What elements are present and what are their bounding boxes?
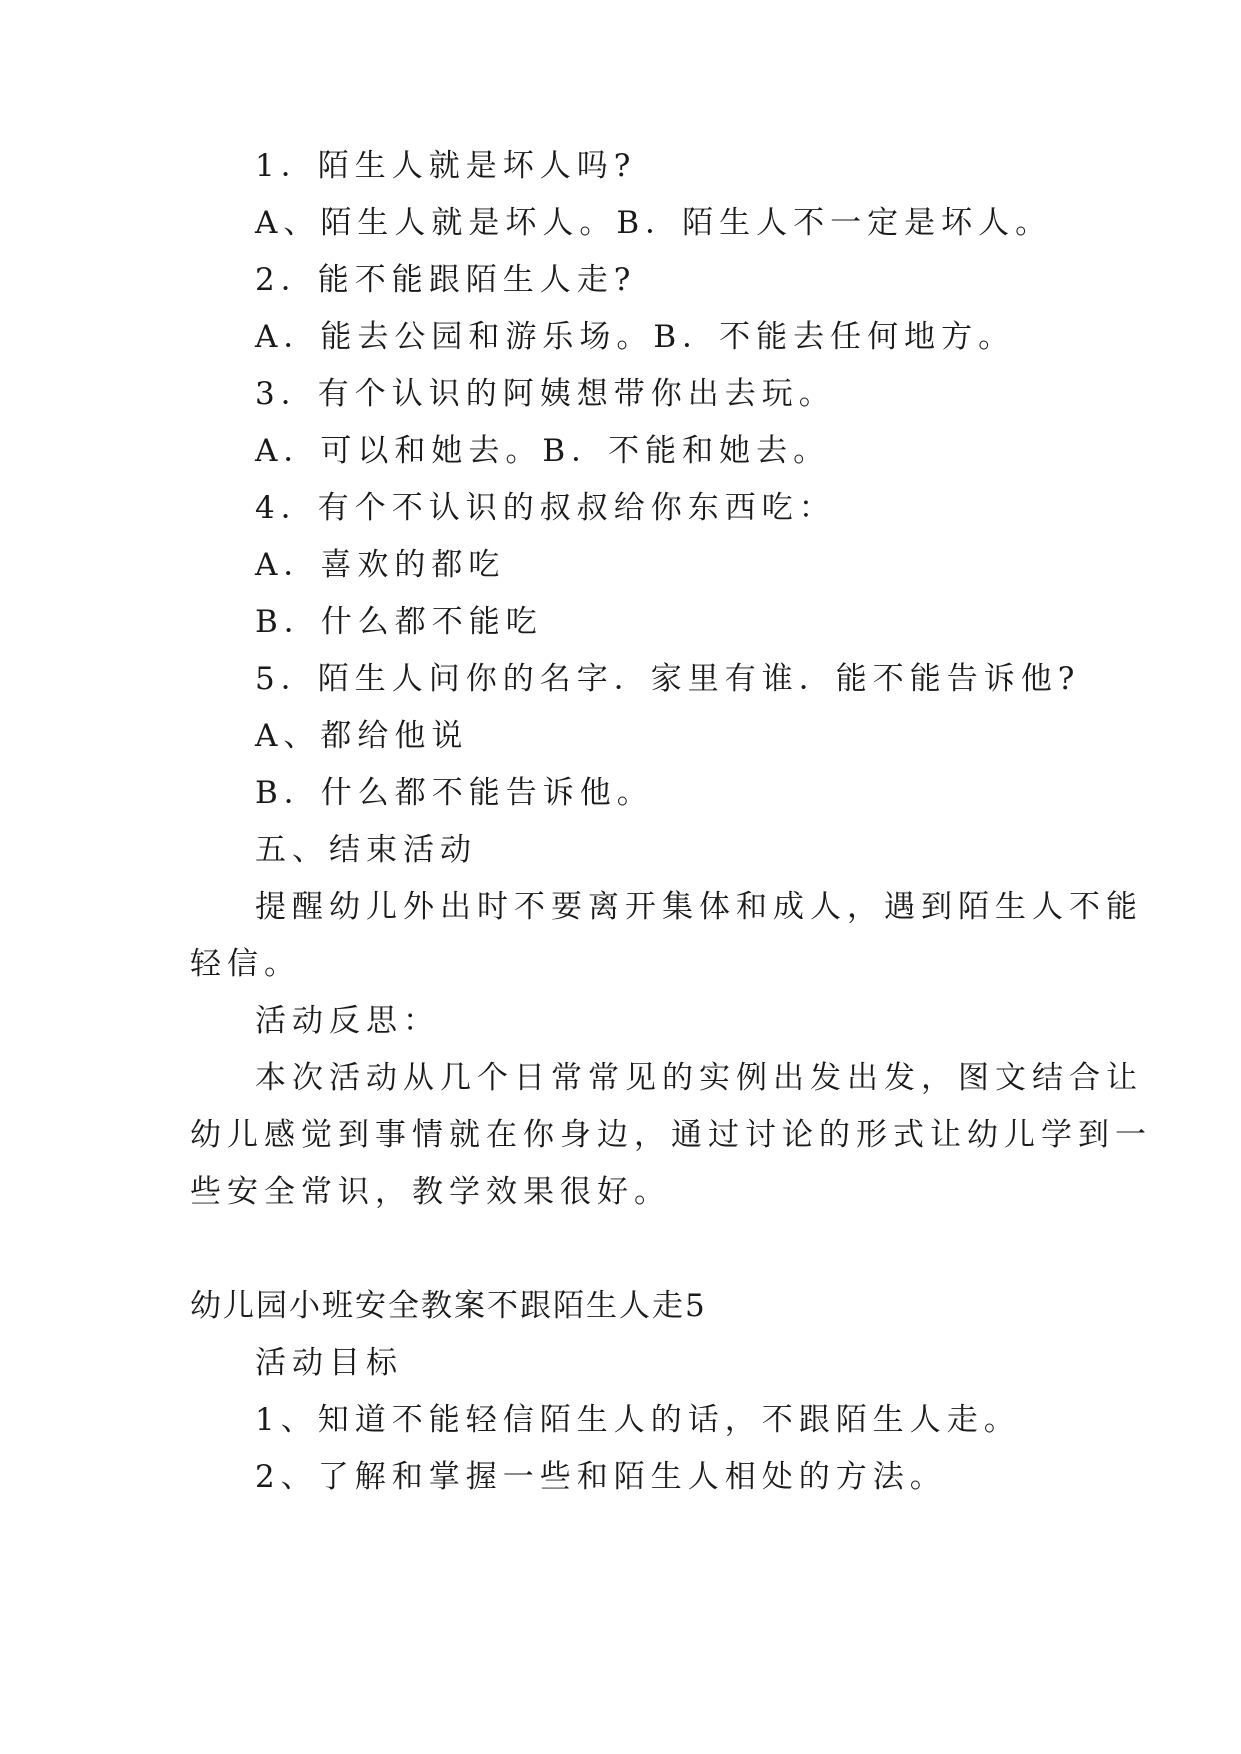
paragraph-reflection-line-3: 些安全常识，教学效果很好。 (190, 1174, 671, 1210)
question-5: 5．陌生人问你的名字．家里有谁．能不能告诉他? (255, 661, 1081, 697)
heading-activity-goals: 活动目标 (255, 1345, 403, 1381)
heading-reflection: 活动反思： (255, 1003, 440, 1039)
section-heading-end-activity: 五、结束活动 (255, 832, 477, 868)
paragraph-reminder-line-2: 轻信。 (190, 946, 301, 982)
paragraph-reflection-line-1: 本次活动从几个日常常见的实例出发出发，图文结合让 (255, 1060, 1143, 1096)
question-1-options: A、陌生人就是坏人。B．陌生人不一定是坏人。 (255, 205, 1053, 241)
question-2-options: A．能去公园和游乐场。B．不能去任何地方。 (255, 319, 1016, 355)
question-5-option-b: B．什么都不能告诉他。 (255, 775, 654, 811)
question-3-options: A．可以和她去。B．不能和她去。 (255, 433, 831, 469)
paragraph-reminder-line-1: 提醒幼儿外出时不要离开集体和成人，遇到陌生人不能 (255, 889, 1143, 925)
paragraph-reflection-line-2: 幼儿感觉到事情就在你身边，通过讨论的形式让幼儿学到一 (190, 1117, 1152, 1153)
question-4: 4．有个不认识的叔叔给你东西吃： (255, 490, 836, 526)
question-4-option-a: A．喜欢的都吃 (255, 547, 506, 583)
document-section-title: 幼儿园小班安全教案不跟陌生人走5 (190, 1288, 707, 1324)
question-4-option-b: B．什么都不能吃 (255, 604, 543, 640)
question-3: 3．有个认识的阿姨想带你出去玩。 (255, 376, 836, 412)
question-1: 1．陌生人就是坏人吗? (255, 148, 637, 184)
goal-2: 2、了解和掌握一些和陌生人相处的方法。 (255, 1459, 947, 1495)
question-5-option-a: A、都给他说 (255, 718, 469, 754)
question-2: 2．能不能跟陌生人走? (255, 262, 637, 298)
goal-1: 1、知道不能轻信陌生人的话，不跟陌生人走。 (255, 1402, 1021, 1438)
